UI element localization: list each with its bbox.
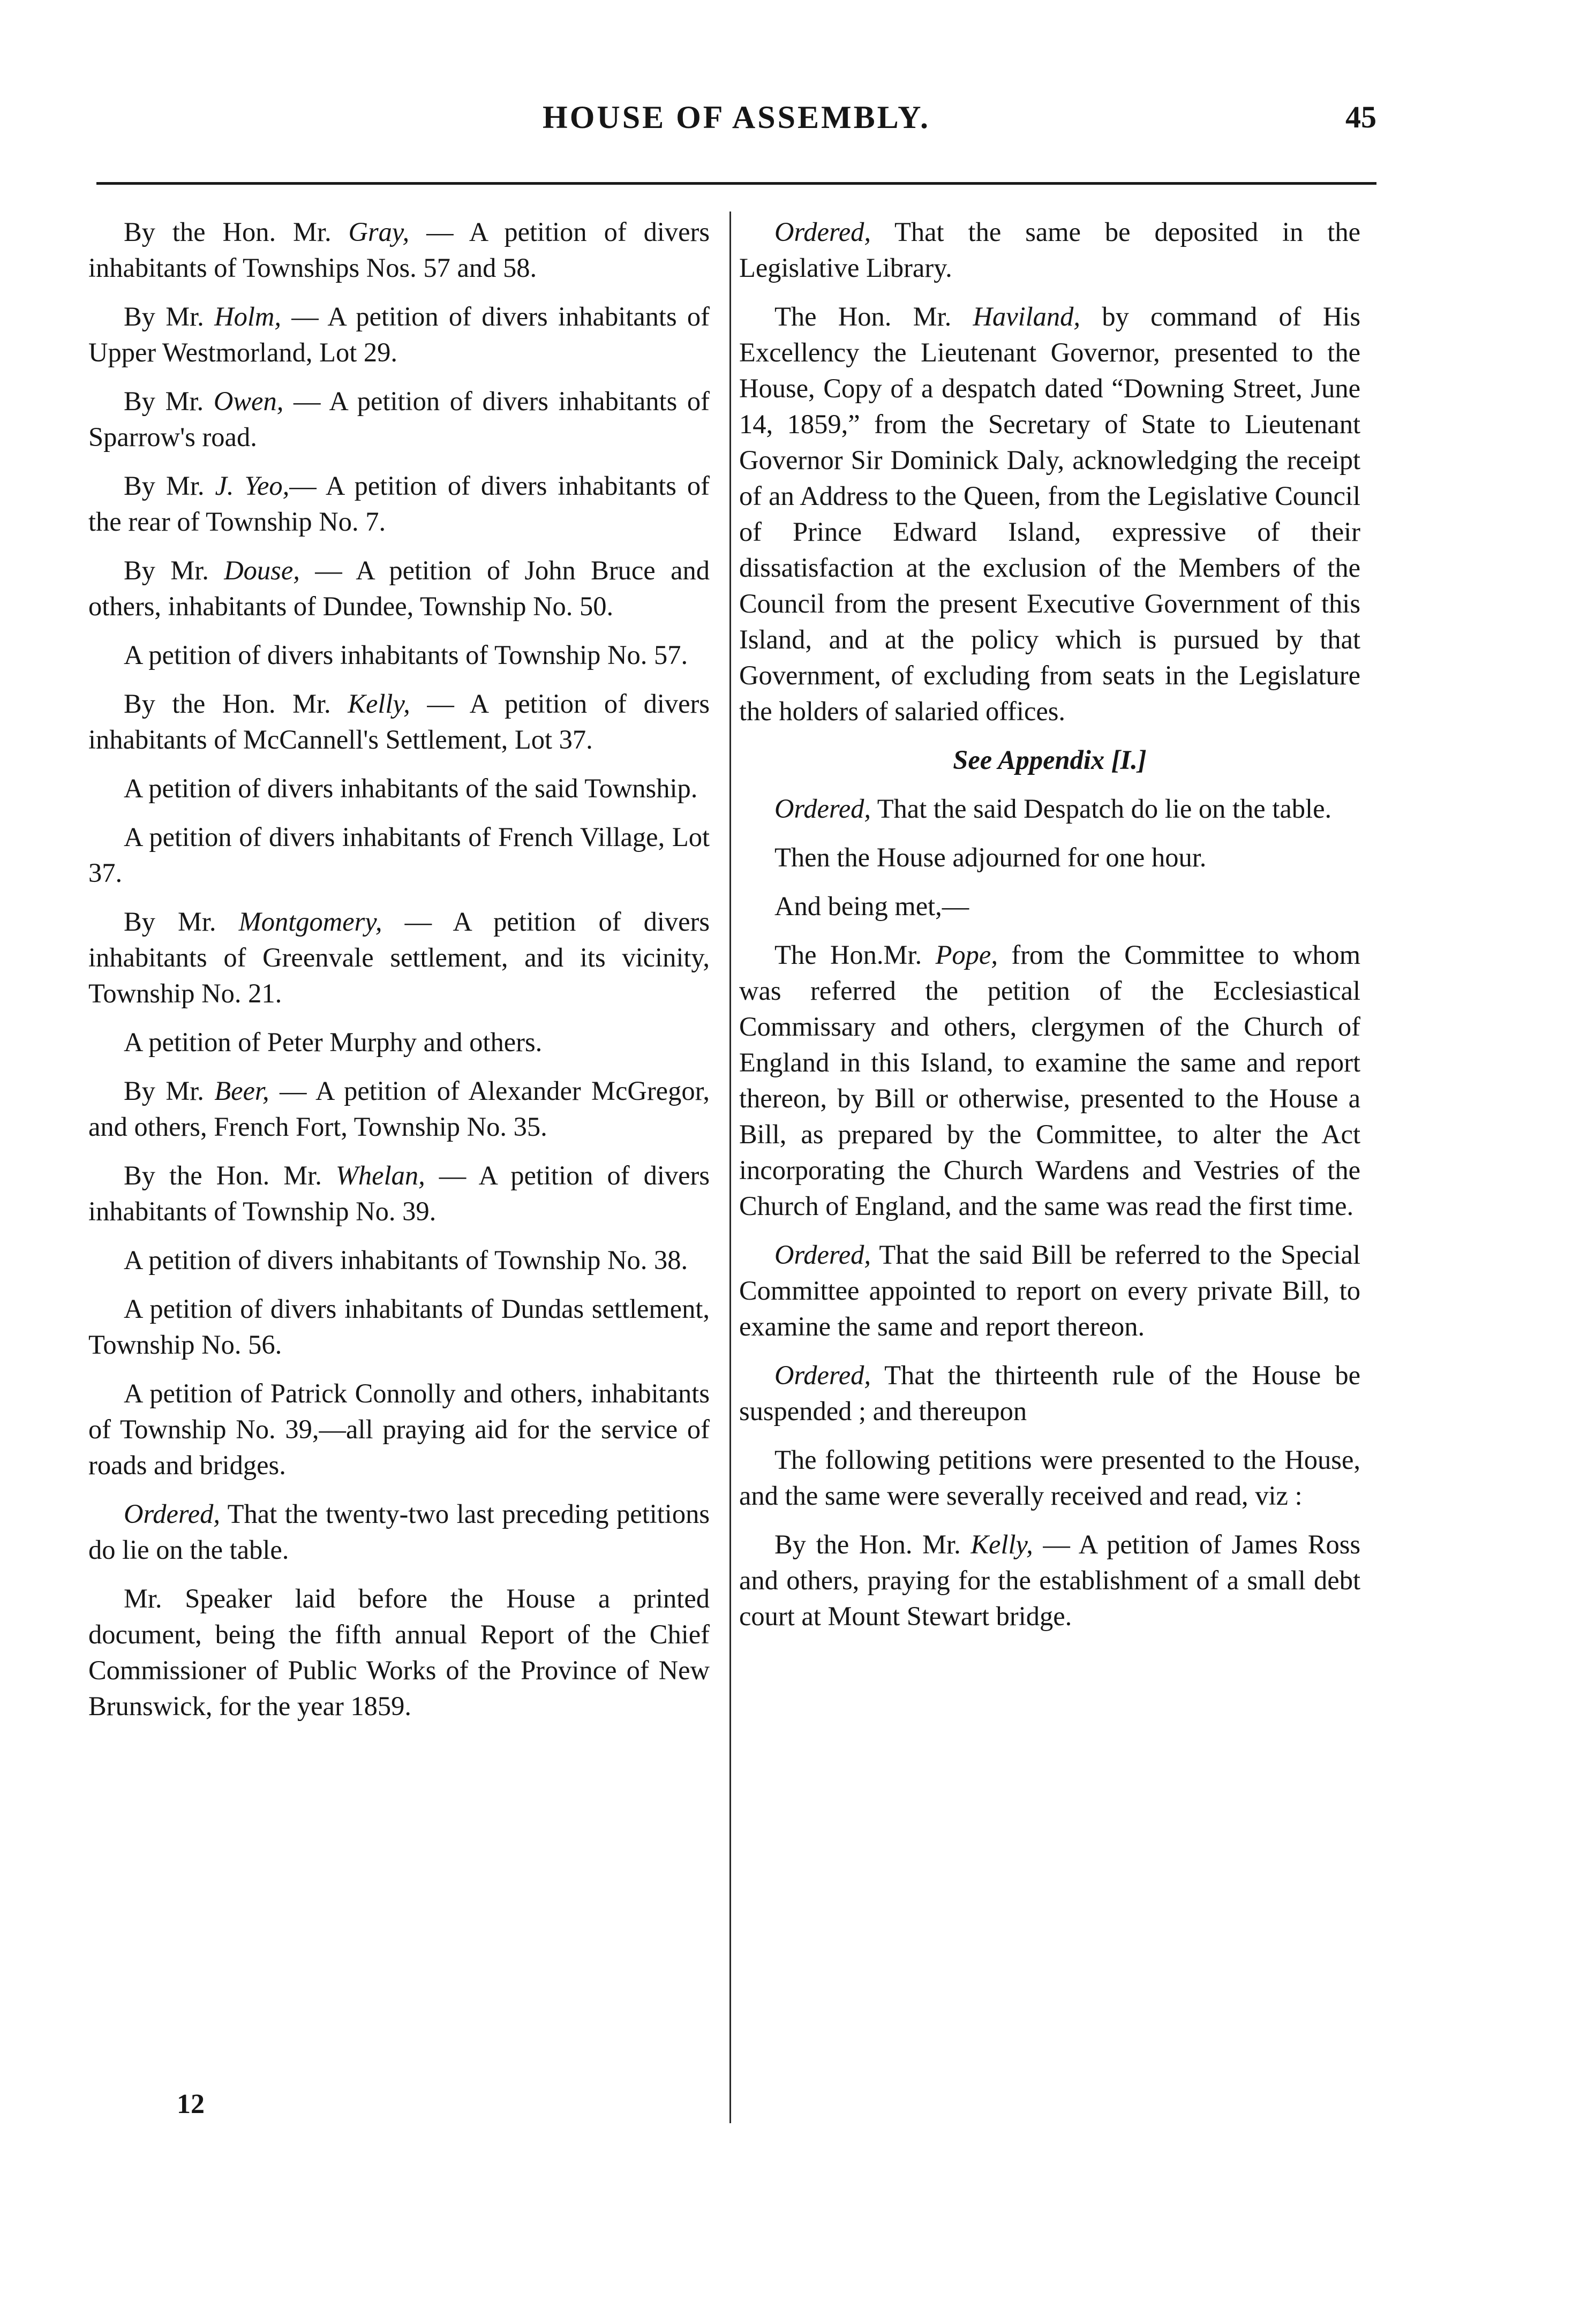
paragraph [88,1376,710,1483]
paragraph-name: Kelly, [348,689,410,719]
paragraph [739,1527,1360,1634]
paragraph [88,299,710,371]
paragraph-name: Ordered, [774,794,871,824]
paragraph-prefix: By Mr. [124,907,239,937]
paragraph-text: That the twenty-two last preceding petitions do lie on the table. [88,1499,710,1565]
paragraph-prefix: By the Hon. Mr. [124,1160,336,1190]
paragraph-prefix: The Hon.Mr. [774,940,936,970]
paragraph [88,1024,710,1060]
paragraph-text: That the said Despatch do lie on the table. [870,794,1332,824]
paragraph-name: Ordered, [774,1360,871,1390]
header-rule [96,182,1376,185]
paragraph-name: Ordered, [774,217,871,247]
paragraph-name: Holm, [214,301,281,331]
paragraph [88,904,710,1012]
paragraph [88,1073,710,1145]
paragraph-prefix: By Mr. [124,471,215,501]
paragraph-name: Owen, [213,386,284,416]
paragraph-text: A petition of Patrick Connolly and others, inhabitants of Township No. 39,—all praying aid for the service of roads and bridges. [88,1378,710,1480]
paragraph-prefix: By the Hon. Mr. [774,1529,971,1559]
paragraph [739,1357,1360,1429]
paragraph [88,1581,710,1724]
paragraph-text: Then the House adjourned for one hour. [774,842,1207,872]
paragraph-prefix: By Mr. [124,1076,215,1106]
paragraph [739,299,1360,729]
paragraph-text: — A petition of divers inhabitants of Sparrow's road. [88,386,710,452]
paragraph-text: A petition of divers inhabitants of Township No. 38. [124,1245,688,1275]
paragraph-text: — A petition of divers inhabitants of Township No. 39. [88,1160,710,1226]
paragraph [88,1242,710,1278]
paragraph [88,771,710,806]
paragraph [739,937,1360,1224]
paragraph [739,791,1360,827]
paragraph-text: That the thirteenth rule of the House be suspended ; and thereupon [739,1360,1360,1426]
paragraph [739,840,1360,876]
paragraph [739,214,1360,286]
paragraph-prefix: By Mr. [124,301,215,331]
paragraph-text: A petition of divers inhabitants of Township No. 57. [124,640,688,670]
paragraph [739,1442,1360,1514]
paragraph-name: Montgomery, [238,907,382,937]
paragraph-name: Beer, [214,1076,269,1106]
paragraph-text: — A petition of divers inhabitants of McCannell's Settlement, Lot 37. [88,689,710,754]
paragraph-text: — A petition of divers inhabitants of the rear of Township No. 7. [88,471,710,537]
paragraph-prefix: By Mr. [124,386,214,416]
paragraph-prefix: By Mr. [124,555,224,585]
paragraph-name: Whelan, [335,1160,425,1190]
paragraph [88,383,710,455]
paragraph [88,553,710,624]
paragraph-text: — A petition of divers inhabitants of Upper Westmorland, Lot 29. [88,301,710,367]
paragraph-name: Gray, [348,217,410,247]
paragraph-text: — A petition of James Ross and others, praying for the establishment of a small debt court at Mount Stewart bridge. [739,1529,1361,1631]
paragraph-text: — A petition of Alexander McGregor, and others, French Fort, Township No. 35. [88,1076,710,1142]
paragraph [88,1158,710,1229]
paragraph-name: Ordered, [124,1499,220,1529]
paragraph [739,888,1360,924]
paragraph-name: Ordered, [774,1240,871,1270]
page-number: 45 [1345,100,1376,134]
paragraph-text: by command of His Excellency the Lieutenant Governor, presented to the House, Copy of a despatch dated “Downing Street, June 14, 1859,” from the Secretary of State to Lieutenant Governor Sir Dominick Daly, acknowledging the receipt of an Address to the Queen, from the Legislative Council of Prince Edward Island, expressive of their dissatisfaction at the exclusion of the Members of the Council from the present Executive Government of this Island, and at the policy which is pursued by that Government, of excluding from seats in the Legislature the holders of salaried offices. [739,301,1361,726]
page-header [96,99,1376,158]
paragraph-prefix: By the Hon. Mr. [124,689,348,719]
paragraph-text: — A petition of divers inhabitants of Townships Nos. 57 and 58. [88,217,710,283]
paragraph-text: That the said Bill be referred to the Special Committee appointed to report on every private Bill, to examine the same and report thereon. [739,1240,1360,1341]
paragraph-name: J. Yeo, [215,471,290,501]
paragraph-text: — A petition of John Bruce and others, inhabitants of Dundee, Township No. 50. [88,555,710,621]
paragraph [88,1496,710,1568]
left-column [88,214,710,1737]
paragraph-text: A petition of divers inhabitants of Dundas settlement, Township No. 56. [88,1294,710,1360]
paragraph-name: Kelly, [970,1529,1033,1559]
paragraph [88,637,710,673]
right-column [739,214,1360,1647]
paragraph [88,214,710,286]
paragraph-text: A petition of Peter Murphy and others. [124,1027,543,1057]
paragraph [88,686,710,758]
paragraph-text: That the same be deposited in the Legislative Library. [739,217,1360,283]
paragraph-text: A petition of divers inhabitants of French Village, Lot 37. [88,822,710,888]
paragraph-name: Douse, [224,555,300,585]
paragraph [88,468,710,540]
paragraph-text: Mr. Speaker laid before the House a printed document, being the fifth annual Report of the Chief Commissioner of Public Works of the Province of New Brunswick, for the year 1859. [88,1583,710,1721]
paragraph-text: — A petition of divers inhabitants of Greenvale settlement, and its vicinity, Township No. 21. [88,907,710,1008]
paragraph-name: Haviland, [973,301,1081,331]
paragraph [88,1291,710,1363]
paragraph-prefix: By the Hon. Mr. [124,217,349,247]
column-divider [729,212,731,2123]
paragraph [739,1237,1360,1345]
paragraph-prefix: The Hon. Mr. [774,301,973,331]
paragraph-text: from the Committee to whom was referred the petition of the Ecclesiastical Commissary and others, clergymen of the Church of England in this Island, to examine the same and report thereon, by Bill or otherwise, presented to the House a Bill, as prepared by the Committee, to alter the Act incorporating the Church Wardens and Vestries of the Church of England, and the same was read the first time. [739,940,1360,1221]
paragraph-text: And being met,— [774,891,969,921]
running-title: HOUSE OF ASSEMBLY. [543,100,930,135]
paragraph-text: A petition of divers inhabitants of the said Township. [124,773,698,803]
paragraph [88,819,710,891]
signature-mark: 12 [177,2089,205,2119]
appendix-reference: See Appendix [I.] [953,745,1147,775]
paragraph-text: The following petitions were presented to the House, and the same were severally received and read, viz : [739,1445,1360,1511]
paragraph-name: Pope, [935,940,998,970]
